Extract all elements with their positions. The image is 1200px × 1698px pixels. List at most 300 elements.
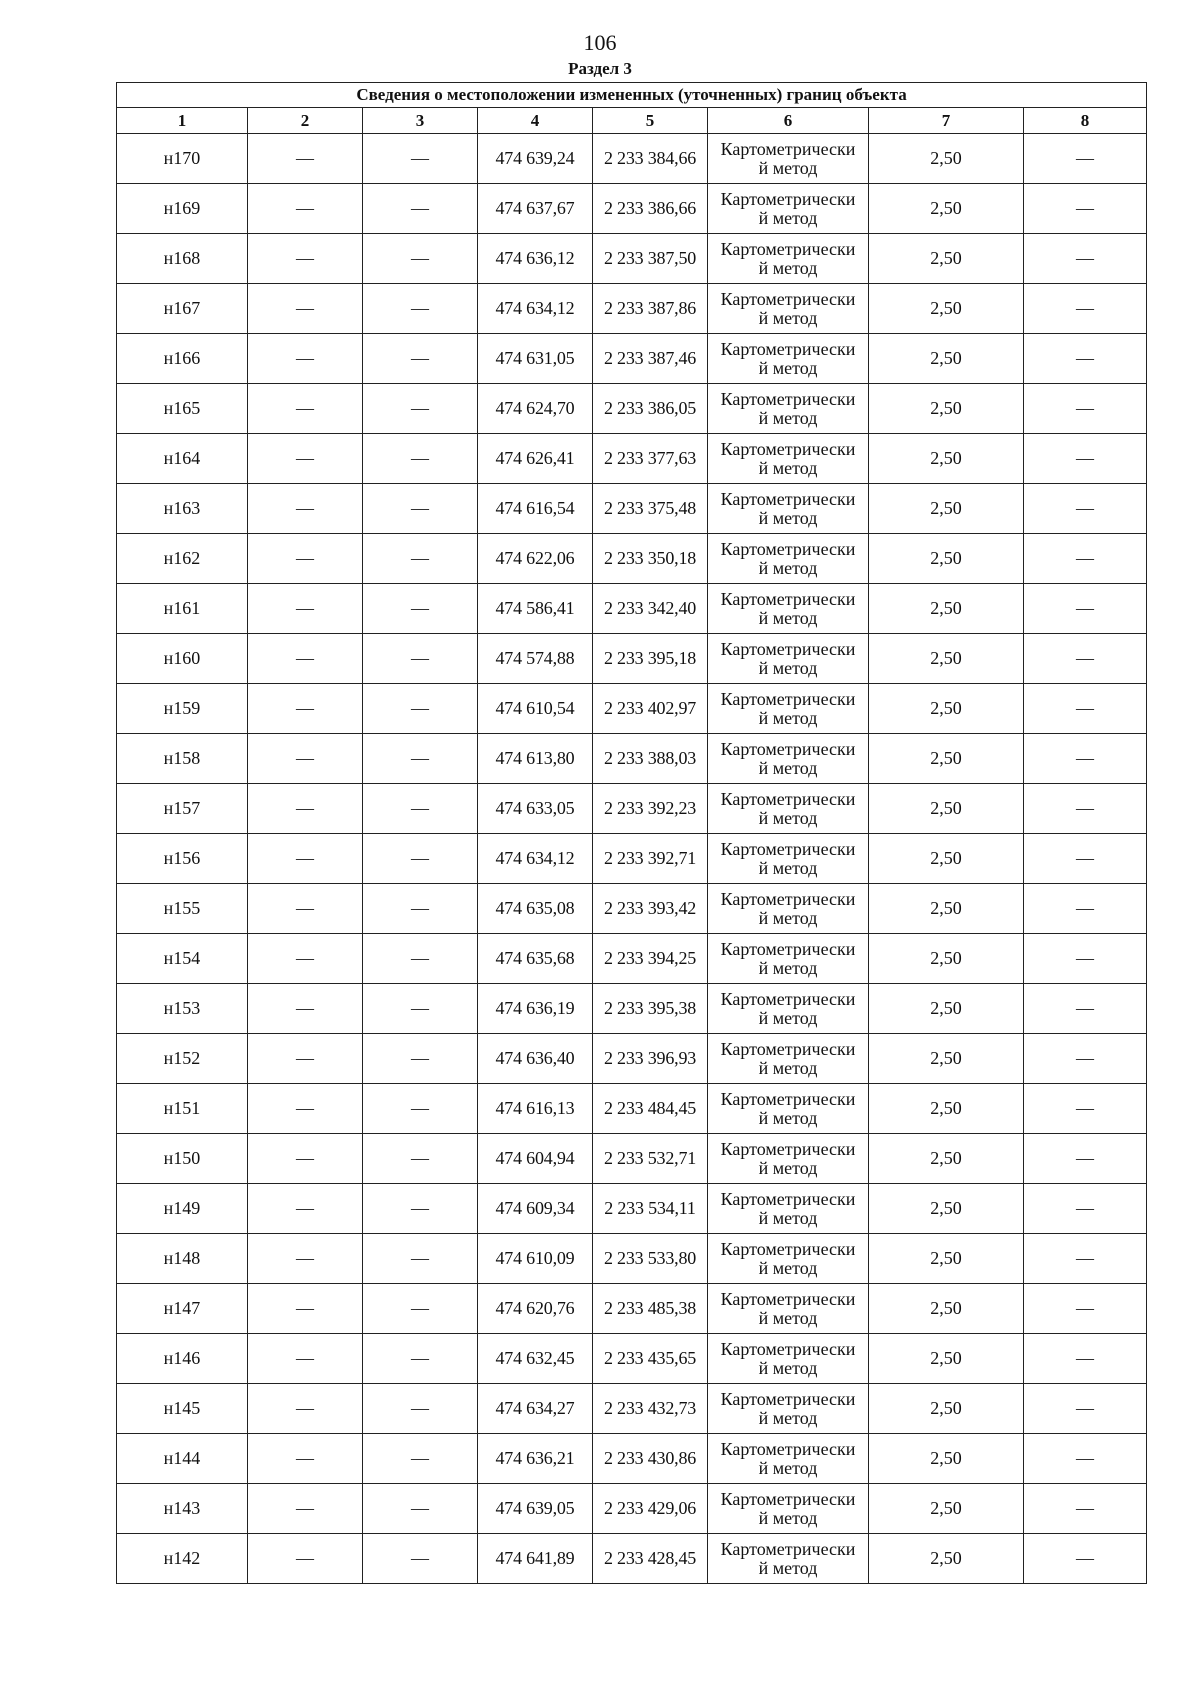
column-3-cell: —	[363, 334, 478, 384]
y-coordinate-cell: 2 233 402,97	[593, 684, 708, 734]
column-3-cell: —	[363, 534, 478, 584]
method-text-line-2: й метод	[758, 1107, 818, 1128]
column-3-cell: —	[363, 634, 478, 684]
column-3-cell: —	[363, 284, 478, 334]
method-text-line-1: Картометрически	[720, 588, 856, 609]
column-2-cell: —	[248, 1484, 363, 1534]
column-2-cell: —	[248, 1434, 363, 1484]
column-2-cell: —	[248, 184, 363, 234]
column-header: 1	[117, 108, 248, 134]
point-cell: н157	[117, 784, 248, 834]
y-coordinate-cell: 2 233 395,38	[593, 984, 708, 1034]
column-2-cell: —	[248, 1534, 363, 1584]
method-cell	[708, 984, 869, 1034]
y-coordinate-cell: 2 233 485,38	[593, 1284, 708, 1334]
accuracy-cell: 2,50	[869, 434, 1024, 484]
point-cell: н148	[117, 1234, 248, 1284]
accuracy-cell: 2,50	[869, 384, 1024, 434]
x-coordinate-cell: 474 634,27	[478, 1384, 593, 1434]
table-row	[117, 784, 1147, 834]
table-row	[117, 834, 1147, 884]
x-coordinate-cell: 474 613,80	[478, 734, 593, 784]
x-coordinate-cell: 474 610,54	[478, 684, 593, 734]
accuracy-cell: 2,50	[869, 884, 1024, 934]
method-text-line-1: Картометрически	[720, 1138, 856, 1159]
point-cell: н159	[117, 684, 248, 734]
column-2-cell: —	[248, 734, 363, 784]
y-coordinate-cell: 2 233 350,18	[593, 534, 708, 584]
y-coordinate-cell: 2 233 428,45	[593, 1534, 708, 1584]
table-row	[117, 1434, 1147, 1484]
method-cell	[708, 1184, 869, 1234]
accuracy-cell: 2,50	[869, 334, 1024, 384]
table-row	[117, 884, 1147, 934]
method-text-line-2: й метод	[758, 407, 818, 428]
table-row	[117, 934, 1147, 984]
column-8-cell: —	[1024, 1184, 1147, 1234]
method-cell	[708, 134, 869, 184]
method-cell	[708, 934, 869, 984]
x-coordinate-cell: 474 636,40	[478, 1034, 593, 1084]
column-3-cell: —	[363, 584, 478, 634]
method-cell	[708, 1484, 869, 1534]
method-text-line-2: й метод	[758, 957, 818, 978]
column-2-cell: —	[248, 434, 363, 484]
method-cell	[708, 1234, 869, 1284]
method-cell	[708, 884, 869, 934]
accuracy-cell: 2,50	[869, 184, 1024, 234]
x-coordinate-cell: 474 616,54	[478, 484, 593, 534]
column-2-cell: —	[248, 884, 363, 934]
column-header: 8	[1024, 108, 1147, 134]
method-text-line-2: й метод	[758, 207, 818, 228]
x-coordinate-cell: 474 636,21	[478, 1434, 593, 1484]
column-2-cell: —	[248, 484, 363, 534]
y-coordinate-cell: 2 233 430,86	[593, 1434, 708, 1484]
point-cell: н153	[117, 984, 248, 1034]
table-row	[117, 384, 1147, 434]
method-text-line-2: й метод	[758, 307, 818, 328]
table-row	[117, 584, 1147, 634]
method-text-line-1: Картометрически	[720, 138, 856, 159]
point-cell: н162	[117, 534, 248, 584]
point-cell: н169	[117, 184, 248, 234]
y-coordinate-cell: 2 233 429,06	[593, 1484, 708, 1534]
column-8-cell: —	[1024, 184, 1147, 234]
method-text-line-2: й метод	[758, 857, 818, 878]
column-3-cell: —	[363, 1184, 478, 1234]
table-row	[117, 134, 1147, 184]
y-coordinate-cell: 2 233 384,66	[593, 134, 708, 184]
method-text-line-2: й метод	[758, 157, 818, 178]
column-8-cell: —	[1024, 984, 1147, 1034]
method-cell	[708, 484, 869, 534]
column-2-cell: —	[248, 784, 363, 834]
method-text-line-1: Картометрически	[720, 1338, 856, 1359]
column-3-cell: —	[363, 1384, 478, 1434]
accuracy-cell: 2,50	[869, 784, 1024, 834]
column-header: 7	[869, 108, 1024, 134]
table-row	[117, 234, 1147, 284]
accuracy-cell: 2,50	[869, 1434, 1024, 1484]
column-header-row	[117, 108, 1147, 134]
y-coordinate-cell: 2 233 395,18	[593, 634, 708, 684]
accuracy-cell: 2,50	[869, 1084, 1024, 1134]
method-cell	[708, 584, 869, 634]
accuracy-cell: 2,50	[869, 1134, 1024, 1184]
column-2-cell: —	[248, 1284, 363, 1334]
column-3-cell: —	[363, 1484, 478, 1534]
table-row	[117, 1234, 1147, 1284]
y-coordinate-cell: 2 233 342,40	[593, 584, 708, 634]
method-text-line-2: й метод	[758, 757, 818, 778]
column-3-cell: —	[363, 1334, 478, 1384]
x-coordinate-cell: 474 631,05	[478, 334, 593, 384]
column-2-cell: —	[248, 684, 363, 734]
column-8-cell: —	[1024, 1234, 1147, 1284]
accuracy-cell: 2,50	[869, 1484, 1024, 1534]
column-3-cell: —	[363, 1234, 478, 1284]
y-coordinate-cell: 2 233 387,50	[593, 234, 708, 284]
method-cell	[708, 534, 869, 584]
x-coordinate-cell: 474 604,94	[478, 1134, 593, 1184]
x-coordinate-cell: 474 586,41	[478, 584, 593, 634]
column-3-cell: —	[363, 734, 478, 784]
table-row	[117, 734, 1147, 784]
method-cell	[708, 1434, 869, 1484]
method-text-line-1: Картометрически	[720, 988, 856, 1009]
point-cell: н144	[117, 1434, 248, 1484]
y-coordinate-cell: 2 233 392,23	[593, 784, 708, 834]
method-text-line-2: й метод	[758, 1407, 818, 1428]
x-coordinate-cell: 474 637,67	[478, 184, 593, 234]
column-2-cell: —	[248, 1134, 363, 1184]
method-text-line-2: й метод	[758, 257, 818, 278]
method-cell	[708, 684, 869, 734]
table-caption: Сведения о местоположении измененных (уточненных) границ объекта	[117, 83, 1147, 108]
column-3-cell: —	[363, 984, 478, 1034]
column-3-cell: —	[363, 1434, 478, 1484]
method-text-line-2: й метод	[758, 1357, 818, 1378]
column-2-cell: —	[248, 984, 363, 1034]
y-coordinate-cell: 2 233 432,73	[593, 1384, 708, 1434]
method-text-line-1: Картометрически	[720, 638, 856, 659]
y-coordinate-cell: 2 233 534,11	[593, 1184, 708, 1234]
x-coordinate-cell: 474 639,05	[478, 1484, 593, 1534]
method-cell	[708, 434, 869, 484]
method-cell	[708, 784, 869, 834]
accuracy-cell: 2,50	[869, 584, 1024, 634]
method-cell	[708, 734, 869, 784]
column-8-cell: —	[1024, 434, 1147, 484]
point-cell: н170	[117, 134, 248, 184]
table-row	[117, 1034, 1147, 1084]
column-header: 3	[363, 108, 478, 134]
point-cell: н158	[117, 734, 248, 784]
y-coordinate-cell: 2 233 375,48	[593, 484, 708, 534]
accuracy-cell: 2,50	[869, 684, 1024, 734]
method-text-line-2: й метод	[758, 1257, 818, 1278]
column-2-cell: —	[248, 134, 363, 184]
x-coordinate-cell: 474 635,08	[478, 884, 593, 934]
accuracy-cell: 2,50	[869, 734, 1024, 784]
column-8-cell: —	[1024, 334, 1147, 384]
method-cell	[708, 1134, 869, 1184]
x-coordinate-cell: 474 609,34	[478, 1184, 593, 1234]
table-row	[117, 1284, 1147, 1334]
method-text-line-1: Картометрически	[720, 488, 856, 509]
column-8-cell: —	[1024, 1384, 1147, 1434]
method-text-line-2: й метод	[758, 1007, 818, 1028]
column-8-cell: —	[1024, 784, 1147, 834]
method-text-line-2: й метод	[758, 1457, 818, 1478]
column-3-cell: —	[363, 184, 478, 234]
column-8-cell: —	[1024, 584, 1147, 634]
column-3-cell: —	[363, 784, 478, 834]
column-2-cell: —	[248, 1084, 363, 1134]
accuracy-cell: 2,50	[869, 1034, 1024, 1084]
table-row	[117, 634, 1147, 684]
method-text-line-1: Картометрически	[720, 888, 856, 909]
accuracy-cell: 2,50	[869, 634, 1024, 684]
x-coordinate-cell: 474 632,45	[478, 1334, 593, 1384]
y-coordinate-cell: 2 233 533,80	[593, 1234, 708, 1284]
table-row	[117, 984, 1147, 1034]
column-3-cell: —	[363, 134, 478, 184]
column-header: 6	[708, 108, 869, 134]
column-8-cell: —	[1024, 534, 1147, 584]
method-text-line-1: Картометрически	[720, 1288, 856, 1309]
column-3-cell: —	[363, 1034, 478, 1084]
boundary-coordinates-table	[116, 82, 1147, 1584]
table-row	[117, 1384, 1147, 1434]
y-coordinate-cell: 2 233 396,93	[593, 1034, 708, 1084]
method-text-line-2: й метод	[758, 457, 818, 478]
method-text-line-1: Картометрически	[720, 1538, 856, 1559]
method-text-line-1: Картометрически	[720, 188, 856, 209]
method-cell	[708, 234, 869, 284]
column-8-cell: —	[1024, 384, 1147, 434]
column-8-cell: —	[1024, 1434, 1147, 1484]
method-text-line-1: Картометрически	[720, 538, 856, 559]
table-row	[117, 1484, 1147, 1534]
method-text-line-1: Картометрически	[720, 238, 856, 259]
accuracy-cell: 2,50	[869, 234, 1024, 284]
table-body	[117, 134, 1147, 1584]
method-text-line-2: й метод	[758, 357, 818, 378]
method-text-line-1: Картометрически	[720, 1438, 856, 1459]
method-text-line-1: Картометрически	[720, 1038, 856, 1059]
method-text-line-1: Картометрически	[720, 938, 856, 959]
column-8-cell: —	[1024, 834, 1147, 884]
x-coordinate-cell: 474 634,12	[478, 834, 593, 884]
method-text-line-1: Картометрически	[720, 1088, 856, 1109]
method-text-line-2: й метод	[758, 1207, 818, 1228]
column-2-cell: —	[248, 584, 363, 634]
column-8-cell: —	[1024, 1534, 1147, 1584]
point-cell: н149	[117, 1184, 248, 1234]
accuracy-cell: 2,50	[869, 284, 1024, 334]
column-2-cell: —	[248, 384, 363, 434]
method-text-line-2: й метод	[758, 1157, 818, 1178]
column-2-cell: —	[248, 534, 363, 584]
method-cell	[708, 1034, 869, 1084]
column-3-cell: —	[363, 834, 478, 884]
point-cell: н155	[117, 884, 248, 934]
column-8-cell: —	[1024, 734, 1147, 784]
accuracy-cell: 2,50	[869, 484, 1024, 534]
method-text-line-2: й метод	[758, 607, 818, 628]
method-text-line-1: Картометрически	[720, 338, 856, 359]
accuracy-cell: 2,50	[869, 984, 1024, 1034]
x-coordinate-cell: 474 626,41	[478, 434, 593, 484]
table-row	[117, 284, 1147, 334]
method-text-line-2: й метод	[758, 807, 818, 828]
column-8-cell: —	[1024, 634, 1147, 684]
point-cell: н147	[117, 1284, 248, 1334]
method-text-line-1: Картометрически	[720, 1188, 856, 1209]
point-cell: н151	[117, 1084, 248, 1134]
point-cell: н166	[117, 334, 248, 384]
column-2-cell: —	[248, 1234, 363, 1284]
method-text-line-1: Картометрически	[720, 738, 856, 759]
x-coordinate-cell: 474 641,89	[478, 1534, 593, 1584]
accuracy-cell: 2,50	[869, 1334, 1024, 1384]
y-coordinate-cell: 2 233 388,03	[593, 734, 708, 784]
column-8-cell: —	[1024, 684, 1147, 734]
accuracy-cell: 2,50	[869, 1184, 1024, 1234]
x-coordinate-cell: 474 633,05	[478, 784, 593, 834]
x-coordinate-cell: 474 616,13	[478, 1084, 593, 1134]
point-cell: н152	[117, 1034, 248, 1084]
y-coordinate-cell: 2 233 377,63	[593, 434, 708, 484]
table-row	[117, 1334, 1147, 1384]
column-3-cell: —	[363, 384, 478, 434]
method-cell	[708, 634, 869, 684]
column-8-cell: —	[1024, 934, 1147, 984]
accuracy-cell: 2,50	[869, 1284, 1024, 1334]
y-coordinate-cell: 2 233 394,25	[593, 934, 708, 984]
method-text-line-1: Картометрически	[720, 388, 856, 409]
column-8-cell: —	[1024, 1334, 1147, 1384]
column-3-cell: —	[363, 884, 478, 934]
accuracy-cell: 2,50	[869, 1234, 1024, 1284]
page-number: 106	[583, 30, 617, 55]
y-coordinate-cell: 2 233 387,86	[593, 284, 708, 334]
method-cell	[708, 184, 869, 234]
point-cell: н164	[117, 434, 248, 484]
method-cell	[708, 1384, 869, 1434]
method-text-line-1: Картометрически	[720, 688, 856, 709]
column-3-cell: —	[363, 234, 478, 284]
method-cell	[708, 284, 869, 334]
method-text-line-1: Картометрически	[720, 838, 856, 859]
method-cell	[708, 1084, 869, 1134]
accuracy-cell: 2,50	[869, 934, 1024, 984]
table-row	[117, 1534, 1147, 1584]
column-8-cell: —	[1024, 1284, 1147, 1334]
method-cell	[708, 384, 869, 434]
point-cell: н143	[117, 1484, 248, 1534]
point-cell: н168	[117, 234, 248, 284]
table-row	[117, 534, 1147, 584]
method-cell	[708, 1534, 869, 1584]
y-coordinate-cell: 2 233 393,42	[593, 884, 708, 934]
method-text-line-1: Картометрически	[720, 288, 856, 309]
column-2-cell: —	[248, 1334, 363, 1384]
column-8-cell: —	[1024, 284, 1147, 334]
column-3-cell: —	[363, 1084, 478, 1134]
column-3-cell: —	[363, 434, 478, 484]
y-coordinate-cell: 2 233 532,71	[593, 1134, 708, 1184]
y-coordinate-cell: 2 233 386,66	[593, 184, 708, 234]
y-coordinate-cell: 2 233 435,65	[593, 1334, 708, 1384]
method-cell	[708, 1284, 869, 1334]
x-coordinate-cell: 474 624,70	[478, 384, 593, 434]
method-text-line-1: Картометрически	[720, 1488, 856, 1509]
column-8-cell: —	[1024, 484, 1147, 534]
method-text-line-1: Картометрически	[720, 438, 856, 459]
x-coordinate-cell: 474 635,68	[478, 934, 593, 984]
method-cell	[708, 834, 869, 884]
column-2-cell: —	[248, 334, 363, 384]
column-header: 5	[593, 108, 708, 134]
column-8-cell: —	[1024, 1084, 1147, 1134]
point-cell: н156	[117, 834, 248, 884]
accuracy-cell: 2,50	[869, 534, 1024, 584]
method-text-line-2: й метод	[758, 907, 818, 928]
accuracy-cell: 2,50	[869, 834, 1024, 884]
x-coordinate-cell: 474 636,19	[478, 984, 593, 1034]
x-coordinate-cell: 474 620,76	[478, 1284, 593, 1334]
column-3-cell: —	[363, 1284, 478, 1334]
method-text-line-2: й метод	[758, 1307, 818, 1328]
point-cell: н150	[117, 1134, 248, 1184]
method-text-line-1: Картометрически	[720, 788, 856, 809]
column-8-cell: —	[1024, 884, 1147, 934]
x-coordinate-cell: 474 622,06	[478, 534, 593, 584]
column-header: 2	[248, 108, 363, 134]
method-text-line-1: Картометрически	[720, 1238, 856, 1259]
table-row	[117, 1084, 1147, 1134]
column-2-cell: —	[248, 934, 363, 984]
accuracy-cell: 2,50	[869, 1534, 1024, 1584]
x-coordinate-cell: 474 639,24	[478, 134, 593, 184]
table-row	[117, 184, 1147, 234]
y-coordinate-cell: 2 233 392,71	[593, 834, 708, 884]
y-coordinate-cell: 2 233 386,05	[593, 384, 708, 434]
column-8-cell: —	[1024, 1134, 1147, 1184]
column-3-cell: —	[363, 934, 478, 984]
point-cell: н142	[117, 1534, 248, 1584]
accuracy-cell: 2,50	[869, 134, 1024, 184]
column-2-cell: —	[248, 1184, 363, 1234]
column-8-cell: —	[1024, 1484, 1147, 1534]
table-row	[117, 1184, 1147, 1234]
column-2-cell: —	[248, 634, 363, 684]
accuracy-cell: 2,50	[869, 1384, 1024, 1434]
column-2-cell: —	[248, 234, 363, 284]
column-2-cell: —	[248, 1034, 363, 1084]
column-2-cell: —	[248, 284, 363, 334]
method-text-line-2: й метод	[758, 657, 818, 678]
point-cell: н145	[117, 1384, 248, 1434]
point-cell: н154	[117, 934, 248, 984]
y-coordinate-cell: 2 233 484,45	[593, 1084, 708, 1134]
column-8-cell: —	[1024, 234, 1147, 284]
point-cell: н161	[117, 584, 248, 634]
method-text-line-2: й метод	[758, 707, 818, 728]
